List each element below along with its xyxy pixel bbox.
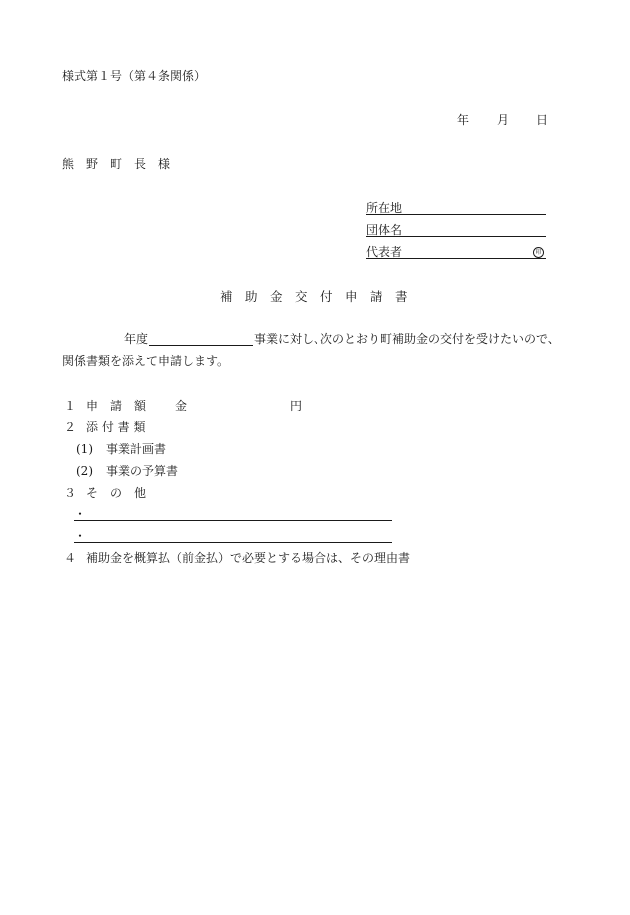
date-day-label: 日 [536,113,549,127]
document-title: 補 助 金 交 付 申 請 書 [220,289,408,304]
address-label: 所在地 [366,201,403,215]
project-name-line [149,345,253,346]
body-fiscal-year-label: 年度 [124,332,149,346]
address-line [366,214,546,215]
item3-label: そ の 他 [86,486,147,500]
group-name-line [366,236,546,237]
item1-number: １ [64,399,77,413]
other-line-1 [74,520,392,521]
representative-label: 代表者 [366,245,403,259]
form-number: 様式第１号（第４条関係） [62,69,207,83]
other-bullet-2: ・ [74,529,87,543]
addressee: 熊 野 町 長 様 [62,157,171,171]
item4-label: 補助金を概算払（前金払）で必要とする場合は、その理由書 [86,551,411,565]
sub2-number: (2) [76,464,93,478]
sub1-number: (1) [76,442,93,456]
date-year-label: 年 [457,113,470,127]
representative-line [366,258,546,259]
group-name-label: 団体名 [366,223,403,237]
sub2-label: 事業の予算書 [106,464,179,478]
item3-number: ３ [64,486,77,500]
item2-number: ２ [64,420,77,434]
item4-number: ４ [64,551,77,565]
other-bullet-1: ・ [74,507,87,521]
sub1-label: 事業計画書 [106,442,167,456]
date-month-label: 月 [497,113,510,127]
seal-mark [533,246,544,258]
item1-label: 申 請 額 [86,399,147,413]
item2-label: 添 付 書 類 [86,420,146,434]
body-line1: 事業に対し､次のとおり町補助金の交付を受けたいので、 [254,332,560,346]
item1-amount-unit: 円 [290,399,303,413]
item1-amount-prefix: 金 [175,399,188,413]
other-line-2 [74,542,392,543]
seal-icon: 印 [533,247,544,258]
body-line2: 関係書類を添えて申請します。 [62,354,230,368]
